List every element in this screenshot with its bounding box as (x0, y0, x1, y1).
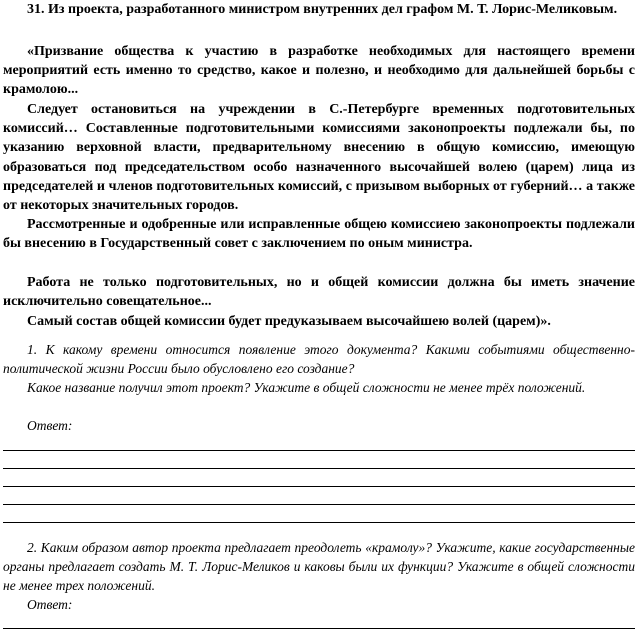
question-1-subtext: Какое название получил этот проект? Укажите в общей сложности не менее трёх положений. (27, 380, 586, 395)
paragraph-2: Следует остановиться на учреждении в С.-Петербурге временных подготовительных комиссий… Составленные подготовительными комиссиями законопроекты подлежали бы, по указанию верховной власти, предварительному внесению в общую комиссию, имеющую образоваться под председательством особо назначенного высочайшей волею (царем) лица из председателей и членов подготовительных комиссий, с призывом выборных от губерний… а также от некоторых значительных городов. (3, 102, 635, 214)
answer-line[interactable] (3, 522, 635, 523)
paragraph-1: «Призвание общества к участию в разработке необходимых для настоящего времени мероприятий есть именно то средство, какое и полезно, и необходимо для дальнейшей борьбы с крамолою... (3, 44, 635, 98)
paragraph-5: Самый состав общей комиссии будет предуказываем высочайшею волей (царем)». (27, 314, 551, 329)
question-1-text: 1. К какому времени относится появление этого документа? Какими событиями общественно-политической жизни России было обусловлено его создание? (3, 342, 635, 377)
answer-line[interactable] (3, 504, 635, 505)
answer-line[interactable] (3, 486, 635, 487)
answer-line[interactable] (3, 468, 635, 469)
question-2-answer-label: Ответ: (27, 597, 73, 612)
question-2-text: 2. Каким образом автор проекта предлагает преодолеть «крамолу»? Укажите, какие государственные органы предлагает создать М. Т. Лорис-Меликов и каковы были их функции? Укажите в общей сложности не менее трех положений. (3, 540, 635, 594)
answer-line[interactable] (3, 450, 635, 451)
question-1-answer-label: Ответ: (27, 418, 73, 433)
paragraph-4: Работа не только подготовительных, но и общей комиссии должна бы иметь значение исключительно совещательное... (3, 275, 635, 310)
document-heading: 31. Из проекта, разработанного министром внутренних дел графом М. Т. Лорис-Меликовым. (27, 2, 618, 17)
paragraph-3: Рассмотренные и одобренные или исправленные общею комиссиею законопроекты подлежали бы внесению в Государственный совет с заключением по оным министра. (3, 217, 635, 252)
answer-line[interactable] (3, 628, 635, 629)
